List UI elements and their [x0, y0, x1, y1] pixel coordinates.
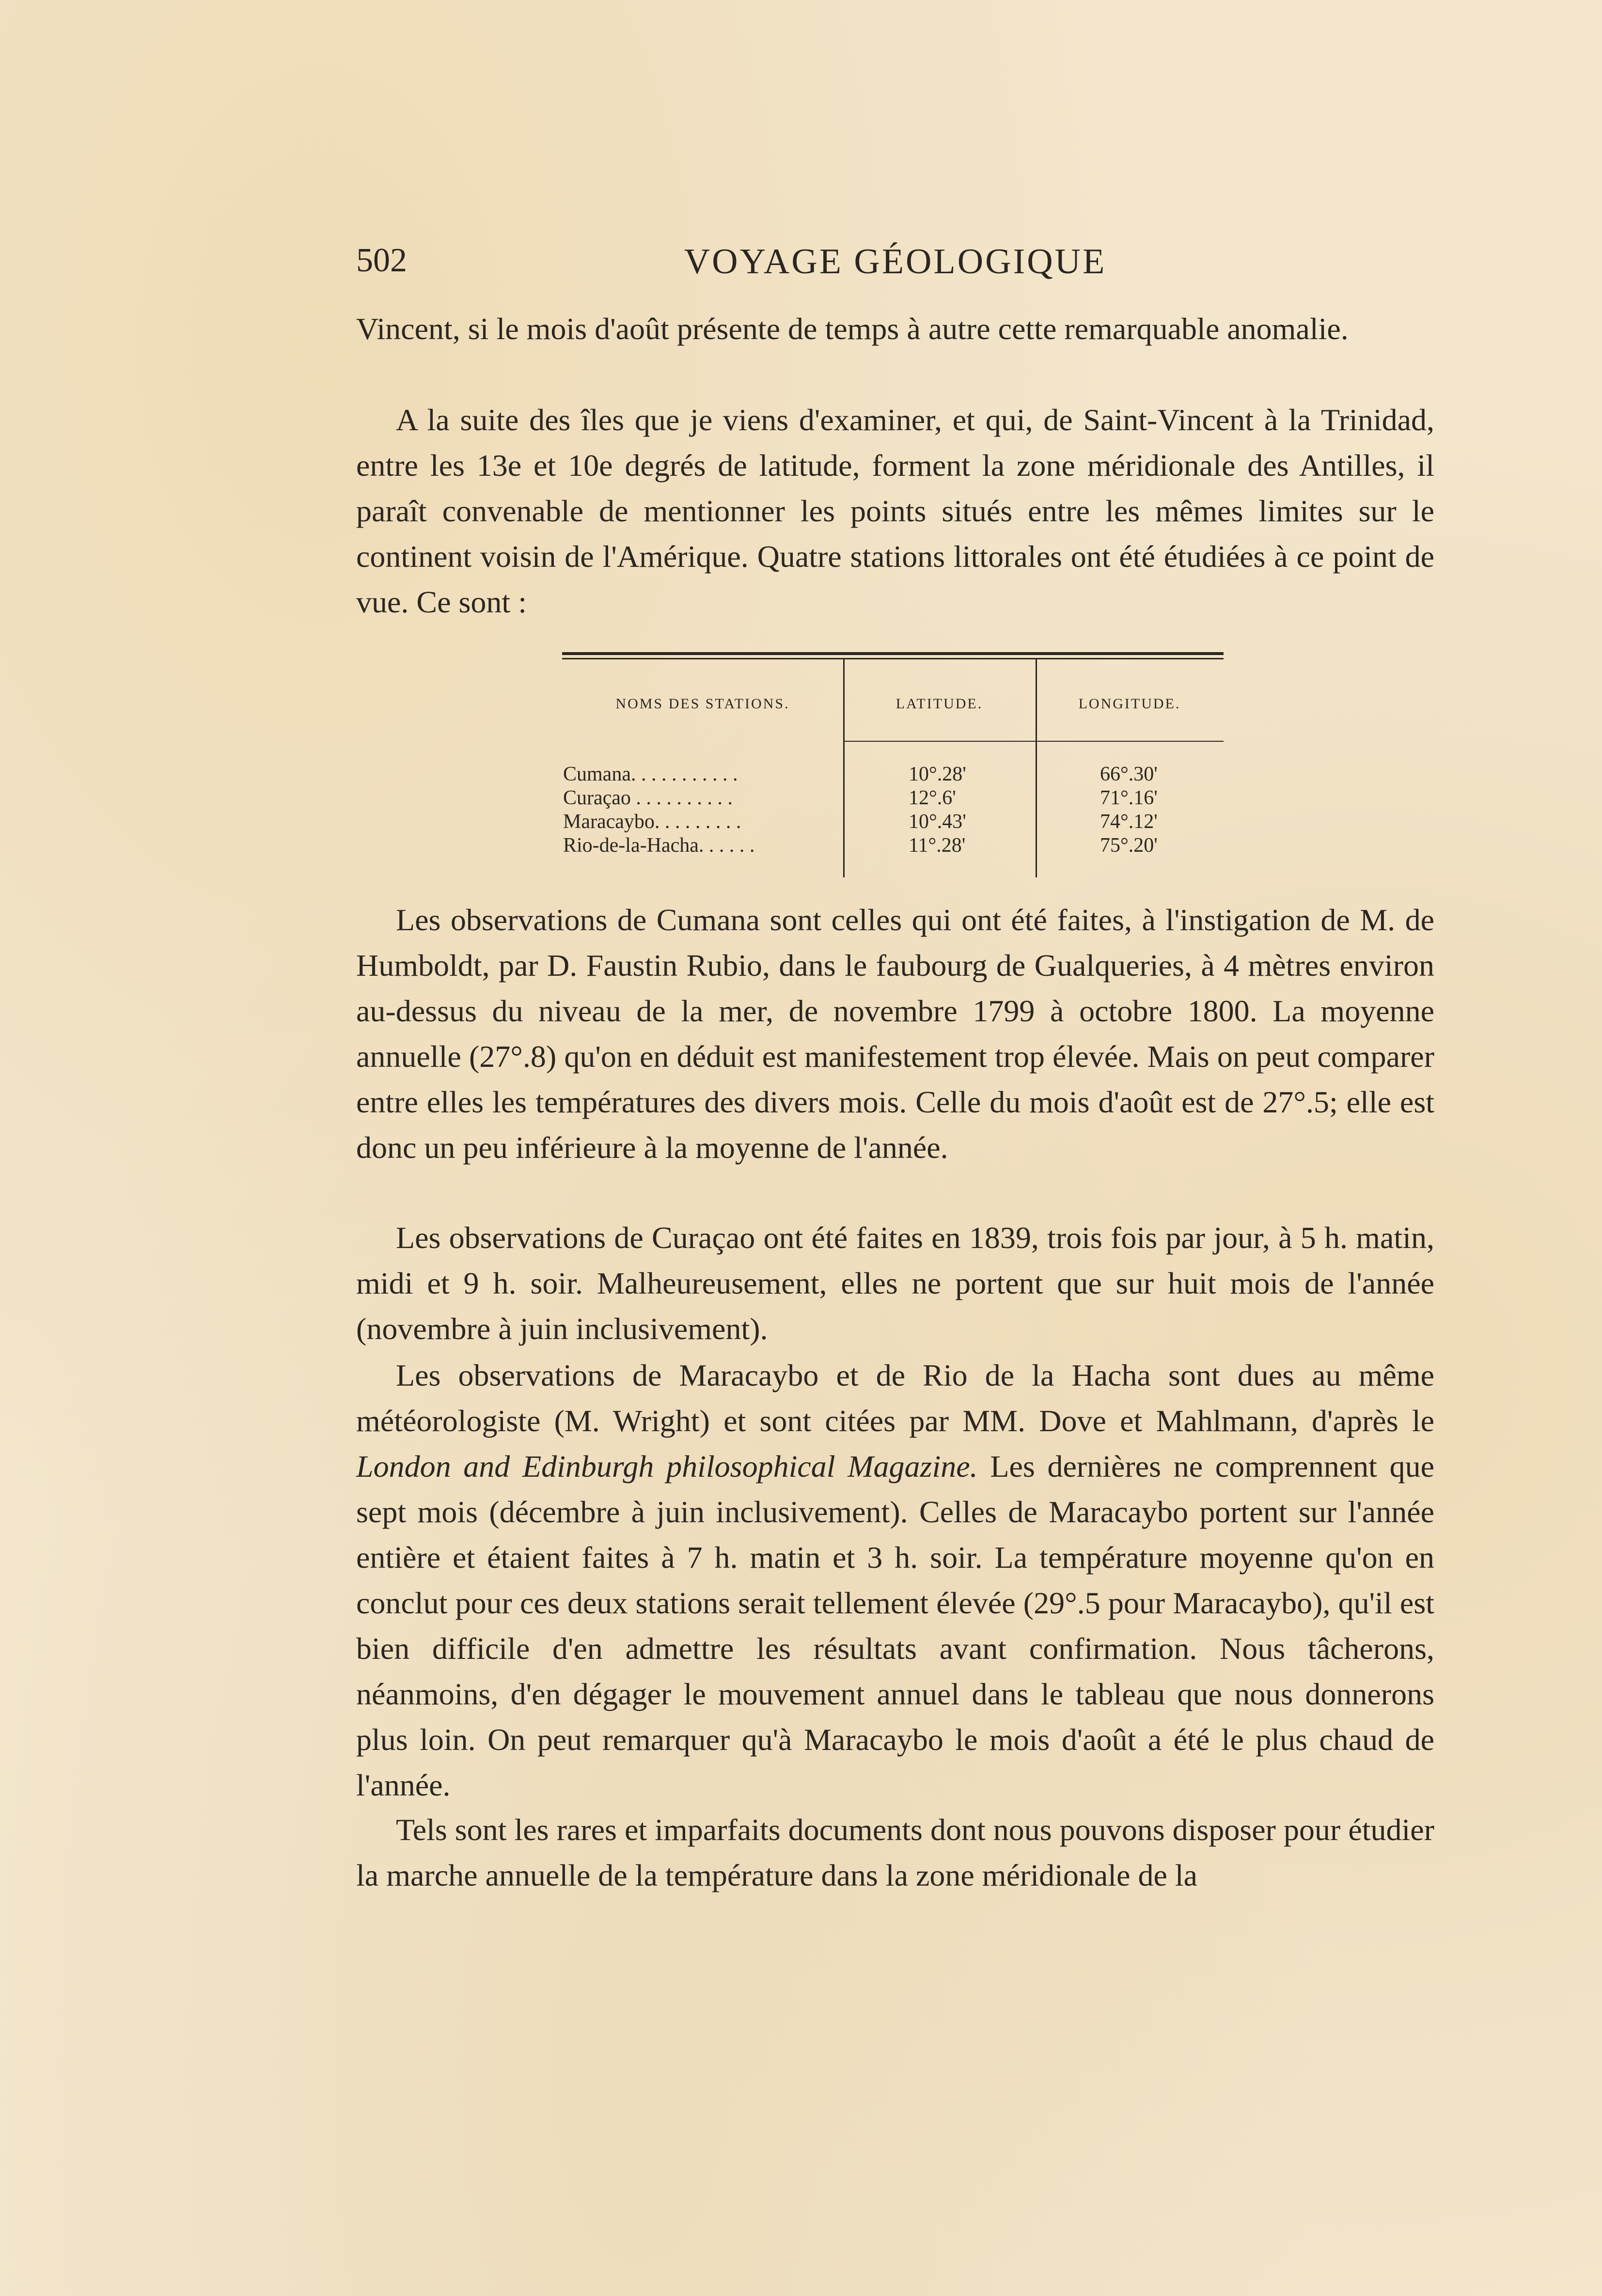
station-latitude: 10°.28' — [909, 763, 966, 785]
table-row — [562, 834, 1224, 857]
paragraph-5-text-end: Les dernières ne comprennent que sept mois (décembre à juin inclusivement). Celles de Maracaybo portent sur l'année entière et étaient faites à 7 h. matin et 3 h. soir. La température moyenne qu'on en conclut pour ces deux stations serait tellement élevée (29°.5 pour Maracaybo), qu'il est bien difficile d'en admettre les résultats avant confirmation. Nous tâcherons, néanmoins, d'en dégager le mouvement annuel dans le tableau que nous donnerons plus loin. On peut remarquer qu'à Maracaybo le mois d'août a été le plus chaud de l'année. — [356, 1449, 1435, 1802]
column-header-stations: NOMS DES STATIONS. — [615, 696, 790, 712]
paragraph-6: Tels sont les rares et imparfaits documents dont nous pouvons disposer pour étudier la marche annuelle de la température dans la zone méridionale de la — [356, 1812, 1434, 1892]
station-longitude: 74°.12' — [1100, 811, 1158, 833]
paragraph-4: Les observations de Curaçao ont été faites en 1839, trois fois par jour, à 5 h. matin, midi et 9 h. soir. Malheureusement, elles ne portent que sur huit mois de l'année (novembre à juin inclusivement). — [356, 1220, 1434, 1346]
station-latitude: 12°.6' — [909, 787, 956, 809]
station-longitude: 75°.20' — [1100, 834, 1158, 857]
table-row — [562, 810, 1224, 833]
magazine-title: London and Edinburgh philosophical Magazine. — [356, 1449, 978, 1484]
station-name: Rio-de-la-Hacha. . . . . . — [563, 834, 755, 857]
station-latitude: 10°.43' — [909, 811, 966, 833]
paragraph-5 — [356, 1353, 1434, 1808]
table-top-rule-thin — [562, 658, 1224, 659]
station-name: Cumana. . . . . . . . . . . — [563, 763, 738, 785]
paragraph-2: A la suite des îles que je viens d'examiner, et qui, de Saint-Vincent à la Trinidad, entre les 13e et 10e degrés de latitude, forment la zone méridionale des Antilles, il paraît convenable de mentionner les points situés entre les mêmes limites sur le continent voisin de l'Amérique. Quatre stations littorales ont été étudiées à ce point de vue. Ce sont : — [356, 403, 1434, 619]
running-title: VOYAGE GÉOLOGIQUE — [684, 242, 1107, 281]
page-header — [356, 241, 1434, 290]
column-header-latitude: LATITUDE. — [895, 696, 983, 712]
table-top-rule — [562, 652, 1224, 655]
table-row — [562, 786, 1224, 810]
table-row — [562, 763, 1224, 786]
station-name: Curaçao . . . . . . . . . . — [563, 787, 733, 809]
paragraph-1: Vincent, si le mois d'août présente de temps à autre cette remarquable anomalie. — [356, 312, 1349, 346]
station-name: Maracaybo. . . . . . . . . — [563, 811, 741, 833]
paragraph-3: Les observations de Cumana sont celles qui ont été faites, à l'instigation de M. de Humboldt, par D. Faustin Rubio, dans le faubourg de Gualqueries, à 4 mètres environ au-dessus du niveau de la mer, de novembre 1799 à octobre 1800. La moyenne annuelle (27°.8) qu'on en déduit est manifestement trop élevée. Mais on peut comparer entre elles les températures des divers mois. Celle du mois d'août est de 27°.5; elle est donc un peu inférieure à la moyenne de l'année. — [356, 903, 1434, 1165]
page-number: 502 — [356, 242, 407, 279]
column-header-longitude: LONGITUDE. — [1078, 696, 1181, 712]
station-longitude: 66°.30' — [1100, 763, 1158, 785]
station-longitude: 71°.16' — [1100, 787, 1158, 809]
station-latitude: 11°.28' — [909, 834, 966, 857]
table-header-rule — [843, 741, 1224, 742]
paragraph-5-text: Les observations de Maracaybo et de Rio de la Hacha sont dues au même météorologiste (M. Wright) et sont citées par MM. Dove et Mahlmann, d'après le — [356, 1358, 1434, 1438]
stations-table — [562, 652, 1224, 877]
